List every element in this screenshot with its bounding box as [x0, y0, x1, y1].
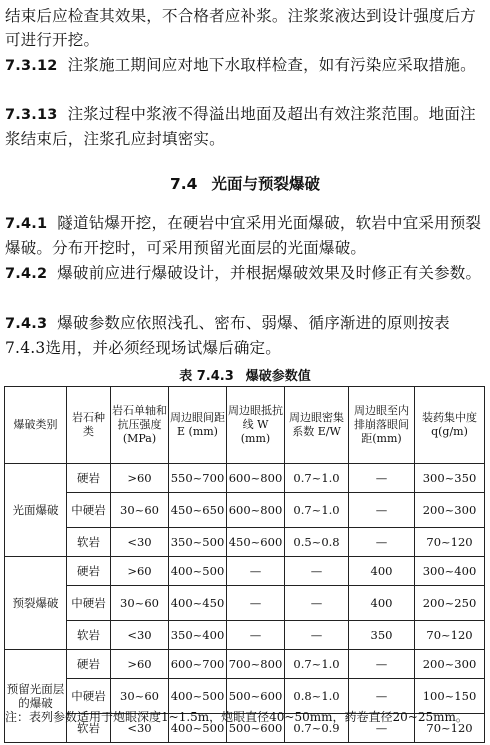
clause-number: 7.4.1: [5, 216, 48, 232]
strength-cell: 30~60: [111, 586, 169, 621]
header-cell: 岩石种类: [67, 387, 111, 464]
header-cell: 周边眼抵抗线 W (mm): [227, 387, 285, 464]
paragraph-7-3-13: [5, 102, 485, 151]
table-row: [5, 650, 485, 679]
clause-number: 7.3.13: [5, 107, 58, 123]
rock-cell: 硬岩: [67, 650, 111, 679]
strength-cell: >60: [111, 464, 169, 493]
clause-number: 7.4.2: [5, 266, 48, 282]
rock-cell: 中硬岩: [67, 493, 111, 528]
blasting-parameter-table: [4, 386, 485, 743]
burden-cell: 700~800: [227, 650, 285, 679]
strength-cell: <30: [111, 621, 169, 650]
table-row: [5, 464, 485, 493]
table-row: [5, 528, 485, 557]
header-cell: 装药集中度 q(g/m): [415, 387, 485, 464]
spacing-cell: 550~700: [169, 464, 227, 493]
charge-cell: 200~250: [415, 586, 485, 621]
header-cell: 周边眼间距 E (mm): [169, 387, 227, 464]
table-caption: [0, 365, 490, 384]
table-row: [5, 586, 485, 621]
burden-cell: 600~800: [227, 464, 285, 493]
strength-cell: 30~60: [111, 679, 169, 714]
strength-cell: <30: [111, 528, 169, 557]
charge-cell: 300~350: [415, 464, 485, 493]
clause-number: 7.4.3: [5, 316, 48, 332]
section-title: 光面与预裂爆破: [211, 175, 320, 193]
density-cell: —: [285, 586, 349, 621]
density-cell: 0.7~1.0: [285, 464, 349, 493]
paragraph-7-3-12: [5, 53, 485, 78]
inner-cell: 350: [349, 621, 415, 650]
rock-cell: 软岩: [67, 714, 111, 743]
header-cell: 周边眼密集系数 E/W: [285, 387, 349, 464]
paragraph-7-4-1: [5, 211, 485, 260]
density-cell: 0.7~1.0: [285, 650, 349, 679]
strength-cell: 30~60: [111, 493, 169, 528]
rock-cell: 中硬岩: [67, 586, 111, 621]
clause-number: 7.3.12: [5, 58, 58, 74]
inner-cell: —: [349, 679, 415, 714]
burden-cell: —: [227, 557, 285, 586]
section-heading: [0, 172, 490, 194]
burden-cell: —: [227, 586, 285, 621]
density-cell: 0.5~0.8: [285, 528, 349, 557]
paragraph-text: 结束后应检查其效果，不合格者应补浆。注浆浆液达到设计强度后方可进行开挖。: [5, 7, 477, 49]
header-cell: 岩石单轴和抗压强度(MPa): [111, 387, 169, 464]
paragraph-7-3-11-cont: [5, 4, 485, 52]
strength-cell: >60: [111, 650, 169, 679]
density-cell: 0.7~0.9: [285, 714, 349, 743]
spacing-cell: 350~400: [169, 621, 227, 650]
table-number: 表 7.4.3: [179, 369, 234, 384]
paragraph-7-4-2: [5, 261, 485, 286]
paragraph-text: 注浆施工期间应对地下水取样检查，如有污染应采取措施。: [67, 56, 476, 74]
table-title: 爆破参数值: [245, 369, 311, 384]
density-cell: —: [285, 557, 349, 586]
inner-cell: —: [349, 650, 415, 679]
category-cell: 光面爆破: [5, 464, 67, 557]
density-cell: 0.8~1.0: [285, 679, 349, 714]
spacing-cell: 350~500: [169, 528, 227, 557]
paragraph-7-4-3: [5, 311, 485, 360]
paragraph-text: 隧道钻爆开挖，在硬岩中宜采用光面爆破，软岩中宜采用预裂爆破。分布开挖时，可采用预留光面层的光面爆破。: [5, 214, 482, 257]
paragraph-text: 爆破前应进行爆破设计，并根据爆破效果及时修正有关参数。: [57, 264, 482, 282]
table-row: [5, 621, 485, 650]
rock-cell: 软岩: [67, 621, 111, 650]
category-cell: 预留光面层的爆破: [5, 650, 67, 743]
inner-cell: —: [349, 714, 415, 743]
strength-cell: >60: [111, 557, 169, 586]
header-cell: 周边眼至内排崩落眼间距(mm): [349, 387, 415, 464]
spacing-cell: 400~500: [169, 679, 227, 714]
table-header-row: [5, 387, 485, 464]
charge-cell: 200~300: [415, 493, 485, 528]
charge-cell: 200~300: [415, 650, 485, 679]
rock-cell: 硬岩: [67, 464, 111, 493]
category-cell: 预裂爆破: [5, 557, 67, 650]
inner-cell: —: [349, 493, 415, 528]
density-cell: —: [285, 621, 349, 650]
inner-cell: —: [349, 464, 415, 493]
burden-cell: 500~600: [227, 679, 285, 714]
table-row: [5, 557, 485, 586]
table-row: [5, 493, 485, 528]
inner-cell: 400: [349, 557, 415, 586]
spacing-cell: 400~500: [169, 714, 227, 743]
spacing-cell: 450~650: [169, 493, 227, 528]
inner-cell: —: [349, 528, 415, 557]
spacing-cell: 400~500: [169, 557, 227, 586]
charge-cell: 300~400: [415, 557, 485, 586]
paragraph-text: 爆破参数应依照浅孔、密布、弱爆、循序渐进的原则按表7.4.3选用，并必须经现场试爆后确定。: [5, 314, 450, 357]
table-note: 注：表列参数适用于炮眼深度1~1.5m，炮眼直径40~50mm，药卷直径20~25mm。: [5, 710, 468, 724]
strength-cell: <30: [111, 714, 169, 743]
charge-cell: 70~120: [415, 621, 485, 650]
charge-cell: 100~150: [415, 679, 485, 714]
rock-cell: 硬岩: [67, 557, 111, 586]
section-number: 7.4: [170, 175, 198, 193]
spacing-cell: 400~450: [169, 586, 227, 621]
rock-cell: 软岩: [67, 528, 111, 557]
charge-cell: 70~120: [415, 714, 485, 743]
spacing-cell: 600~700: [169, 650, 227, 679]
inner-cell: 400: [349, 586, 415, 621]
burden-cell: 600~800: [227, 493, 285, 528]
burden-cell: —: [227, 621, 285, 650]
density-cell: 0.7~1.0: [285, 493, 349, 528]
burden-cell: 450~600: [227, 528, 285, 557]
burden-cell: 500~600: [227, 714, 285, 743]
header-cell: 爆破类别: [5, 387, 67, 464]
paragraph-text: 注浆过程中浆液不得溢出地面及超出有效注浆范围。地面注浆结束后，注浆孔应封填密实。: [5, 105, 476, 148]
rock-cell: 中硬岩: [67, 679, 111, 714]
charge-cell: 70~120: [415, 528, 485, 557]
